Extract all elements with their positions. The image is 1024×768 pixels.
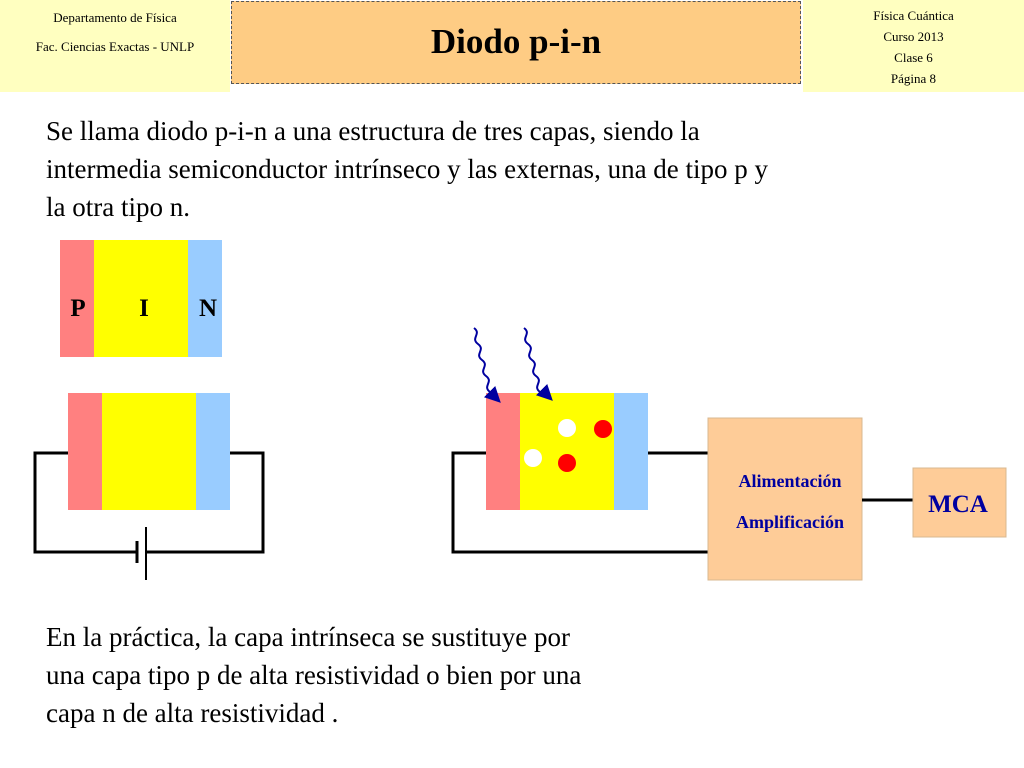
n-layer (614, 393, 648, 510)
biased-diode-circuit (35, 393, 263, 580)
p-layer-label: P (70, 295, 86, 322)
intro-line: intermedia semiconductor intrínseco y las externas, una de tipo p y (46, 154, 769, 184)
intro-line: Se llama diodo p-i-n a una estructura de tres capas, siendo la (46, 116, 700, 146)
p-layer (68, 393, 102, 510)
hole-dot (558, 419, 576, 437)
faculty-label: Fac. Ciencias Exactas - UNLP (35, 39, 195, 54)
n-layer-label: N (198, 295, 218, 322)
photon-arrow (524, 328, 550, 398)
course-year: Curso 2013 (883, 29, 944, 44)
i-layer (102, 393, 196, 510)
hole-dot (524, 449, 542, 467)
course-name: Física Cuántica (873, 8, 954, 23)
photodetector-circuit (453, 328, 1006, 580)
practice-line: capa n de alta resistividad . (46, 698, 339, 728)
electron-dot (594, 420, 612, 438)
amplifier-label: Amplificación (736, 512, 844, 532)
power-supply-label: Alimentación (738, 471, 842, 491)
page-title: Diodo p-i-n (430, 22, 602, 61)
mca-label: MCA (928, 491, 988, 518)
practice-line: una capa tipo p de alta resistividad o bien por una (46, 660, 582, 690)
practice-line: En la práctica, la capa intrínseca se sustituye por (46, 622, 571, 652)
practice-paragraph (46, 618, 581, 732)
class-number: Clase 6 (894, 50, 933, 65)
intro-line: la otra tipo n. (46, 192, 190, 222)
electron-dot (558, 454, 576, 472)
department-label: Departamento de Física (53, 10, 177, 25)
photon-arrow (474, 328, 498, 400)
n-layer (196, 393, 230, 510)
page-number: Página 8 (890, 71, 937, 86)
pin-structure-diagram (60, 240, 222, 357)
p-layer (486, 393, 520, 510)
electronics-box (708, 418, 862, 580)
i-layer-label: I (139, 295, 149, 322)
